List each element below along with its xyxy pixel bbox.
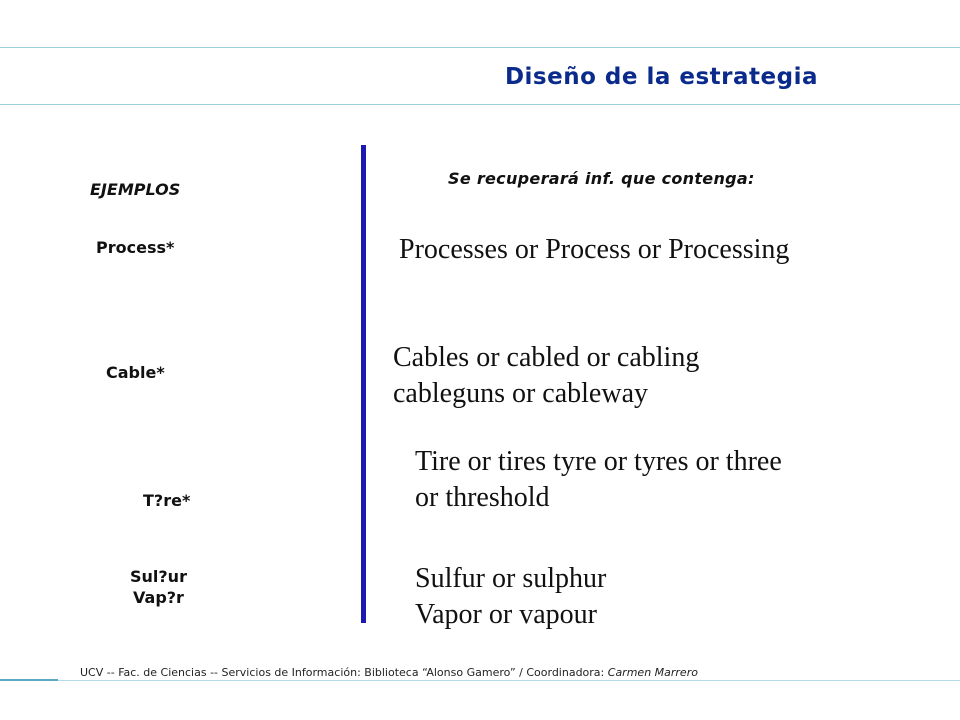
example-term-line: Cable* bbox=[106, 363, 165, 382]
example-term bbox=[143, 490, 190, 511]
results-heading: Se recuperará inf. que contenga: bbox=[448, 169, 755, 188]
example-result-line: Cables or cabled or cabling bbox=[393, 342, 700, 373]
title-underline-rule bbox=[0, 104, 960, 105]
footer-text: UCV -- Fac. de Ciencias -- Servicios de Información: Biblioteca “Alonso Gamero” / Coordinadora: bbox=[80, 666, 608, 679]
examples-heading: EJEMPLOS bbox=[90, 180, 181, 199]
top-rule bbox=[0, 47, 960, 48]
footer-credit bbox=[80, 666, 698, 679]
example-result-line: Tire or tires tyre or tyres or three bbox=[415, 446, 782, 477]
example-result-line: or threshold bbox=[415, 482, 550, 513]
example-term-line: Process* bbox=[96, 238, 175, 257]
footer-author: Carmen Marrero bbox=[607, 666, 698, 679]
example-term bbox=[106, 362, 165, 383]
example-result bbox=[393, 340, 699, 412]
example-term-line: Vap?r bbox=[133, 588, 184, 607]
example-result bbox=[415, 444, 782, 516]
example-result-line: Vapor or vapour bbox=[415, 599, 597, 630]
example-term bbox=[130, 566, 187, 608]
bottom-rule-accent bbox=[0, 679, 58, 681]
slide-title: Diseño de la estrategia bbox=[504, 64, 818, 90]
example-result bbox=[415, 561, 606, 633]
example-term bbox=[96, 237, 174, 258]
example-term-line: Sul?ur bbox=[130, 567, 187, 586]
vertical-divider bbox=[361, 145, 366, 623]
example-result-line: cableguns or cableway bbox=[393, 378, 648, 409]
example-term-line: T?re* bbox=[143, 491, 191, 510]
example-result-line: Sulfur or sulphur bbox=[415, 563, 607, 594]
bottom-rule bbox=[0, 680, 960, 681]
example-result-line: Processes or Process or Processing bbox=[399, 234, 790, 265]
example-result bbox=[399, 232, 789, 268]
